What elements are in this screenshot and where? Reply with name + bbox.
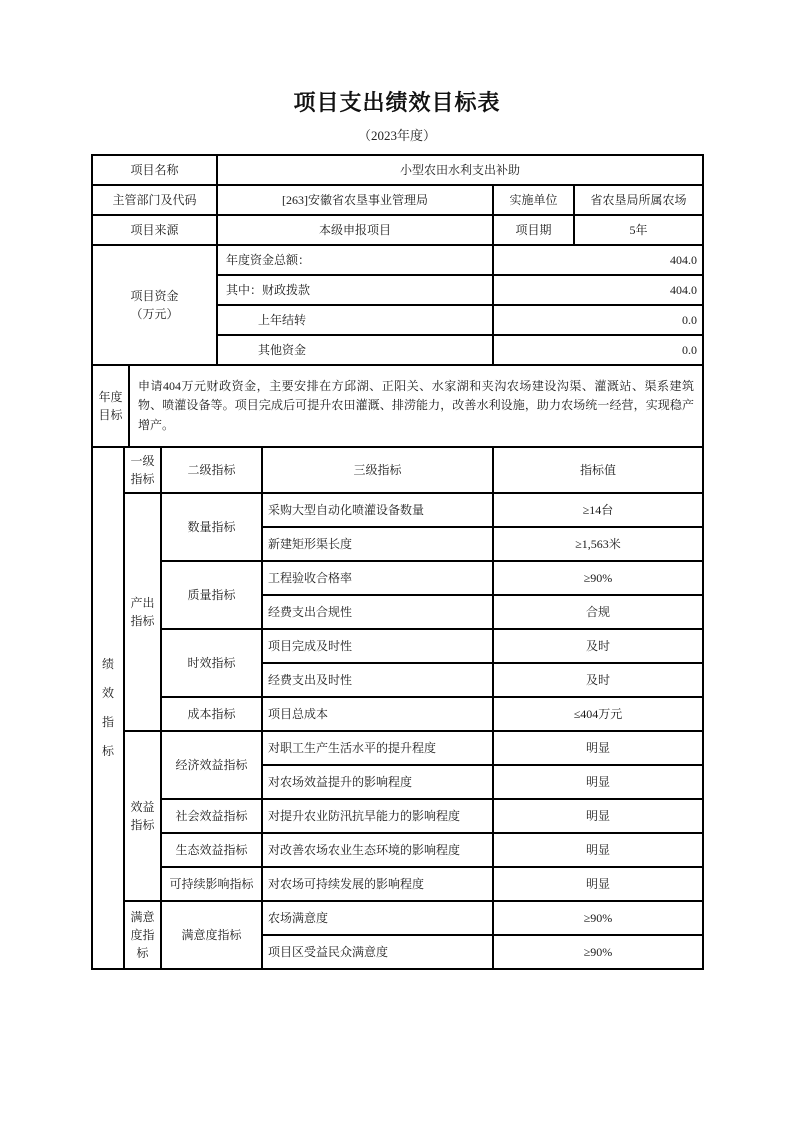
table-row [92, 365, 703, 447]
table-row [92, 833, 703, 867]
period-label: 项目期 [493, 215, 574, 245]
indicators-table [91, 446, 704, 970]
period-value: 5年 [574, 215, 703, 245]
indicator-l3: 经费支出及时性 [262, 663, 493, 697]
annual-goal-label [92, 365, 129, 447]
indicator-value: 及时 [493, 629, 703, 663]
table-row [92, 155, 703, 185]
table-row [92, 493, 703, 527]
funds-other-value: 0.0 [493, 335, 703, 365]
indicator-l3: 对改善农场农业生态环境的影响程度 [262, 833, 493, 867]
group-benefit-text: 效益指标 [130, 800, 155, 832]
indicator-value: ≥90% [493, 935, 703, 969]
funds-label-text: 项目资金（万元） [130, 289, 179, 321]
indicator-l3: 工程验收合格率 [262, 561, 493, 595]
impl-unit-label: 实施单位 [493, 185, 574, 215]
funds-total-value: 404.0 [493, 245, 703, 275]
table-row [92, 561, 703, 595]
indicator-value: ≥90% [493, 901, 703, 935]
indicator-value: 合规 [493, 595, 703, 629]
annual-goal-table [91, 364, 704, 448]
table-row [92, 799, 703, 833]
page-subtitle: （2023年度） [357, 128, 436, 143]
indicators-header-row [92, 447, 703, 493]
funds-carryover-value: 0.0 [493, 305, 703, 335]
tables-container [91, 154, 702, 970]
funds-carryover-label: 上年结转 [217, 305, 493, 335]
indicator-value: 明显 [493, 833, 703, 867]
indicator-value: 及时 [493, 663, 703, 697]
indicator-l3: 采购大型自动化喷灌设备数量 [262, 493, 493, 527]
project-name-label: 项目名称 [92, 155, 217, 185]
group-ecological: 生态效益指标 [161, 833, 262, 867]
funds-fiscal-value: 404.0 [493, 275, 703, 305]
indicator-l3: 对职工生产生活水平的提升程度 [262, 731, 493, 765]
table-row [92, 901, 703, 935]
group-timeliness: 时效指标 [161, 629, 262, 697]
group-satisfaction-l1-text: 满意度指标 [130, 910, 155, 960]
source-label: 项目来源 [92, 215, 217, 245]
indicator-value: ≤404万元 [493, 697, 703, 731]
indicator-l3: 项目完成及时性 [262, 629, 493, 663]
indicator-value: ≥90% [493, 561, 703, 595]
funds-label [92, 245, 217, 365]
indicator-value: 明显 [493, 731, 703, 765]
indicator-l3: 项目总成本 [262, 697, 493, 731]
indicator-l3: 对农场可持续发展的影响程度 [262, 867, 493, 901]
group-output [124, 493, 161, 731]
annual-goal-label-text: 年度目标 [98, 390, 123, 422]
funds-fiscal-label: 其中：财政拨款 [217, 275, 493, 305]
table-row [92, 185, 703, 215]
indicator-l3: 农场满意度 [262, 901, 493, 935]
group-benefit [124, 731, 161, 901]
table-row [92, 731, 703, 765]
indicator-l3: 对提升农业防汛抗旱能力的影响程度 [262, 799, 493, 833]
table-row [92, 215, 703, 245]
table-row [92, 697, 703, 731]
group-economic: 经济效益指标 [161, 731, 262, 799]
header-l1-text: 一级指标 [130, 454, 155, 486]
header-value: 指标值 [493, 447, 703, 493]
group-sustainability: 可持续影响指标 [161, 867, 262, 901]
indicator-l3: 新建矩形渠长度 [262, 527, 493, 561]
indicator-value: 明显 [493, 799, 703, 833]
info-funds-table [91, 154, 704, 366]
indicator-value: ≥1,563米 [493, 527, 703, 561]
indicator-l3: 对农场效益提升的影响程度 [262, 765, 493, 799]
table-row [92, 245, 703, 275]
annual-goal-text: 申请404万元财政资金，主要安排在方邱湖、正阳关、水家湖和夹沟农场建设沟渠、灌溉站、渠系建筑物、喷灌设备等。项目完成后可提升农田灌溉、排涝能力，改善水利设施，助力农场统一经营，实现稳产增产。 [129, 365, 703, 447]
indicator-l3: 经费支出合规性 [262, 595, 493, 629]
group-satisfaction-l1 [124, 901, 161, 969]
dept-label: 主管部门及代码 [92, 185, 217, 215]
group-cost: 成本指标 [161, 697, 262, 731]
group-social: 社会效益指标 [161, 799, 262, 833]
group-quantity: 数量指标 [161, 493, 262, 561]
source-value: 本级申报项目 [217, 215, 493, 245]
group-satisfaction-l2: 满意度指标 [161, 901, 262, 969]
performance-side-label-text: 绩效指标 [101, 657, 114, 758]
impl-unit-value: 省农垦局所属农场 [574, 185, 703, 215]
indicator-value: 明显 [493, 867, 703, 901]
indicator-value: ≥14台 [493, 493, 703, 527]
dept-value: [263]安徽省农垦事业管理局 [217, 185, 493, 215]
header-l3: 三级指标 [262, 447, 493, 493]
project-name-value: 小型农田水利支出补助 [217, 155, 703, 185]
funds-total-label: 年度资金总额： [217, 245, 493, 275]
table-row [92, 629, 703, 663]
header-l2: 二级指标 [161, 447, 262, 493]
indicator-value: 明显 [493, 765, 703, 799]
funds-other-label: 其他资金 [217, 335, 493, 365]
table-row [92, 867, 703, 901]
indicator-l3: 项目区受益民众满意度 [262, 935, 493, 969]
group-quality: 质量指标 [161, 561, 262, 629]
header-l1 [124, 447, 161, 493]
performance-side-label [92, 447, 124, 969]
group-output-text: 产出指标 [130, 596, 155, 628]
page-title: 项目支出绩效目标表 [293, 90, 501, 115]
